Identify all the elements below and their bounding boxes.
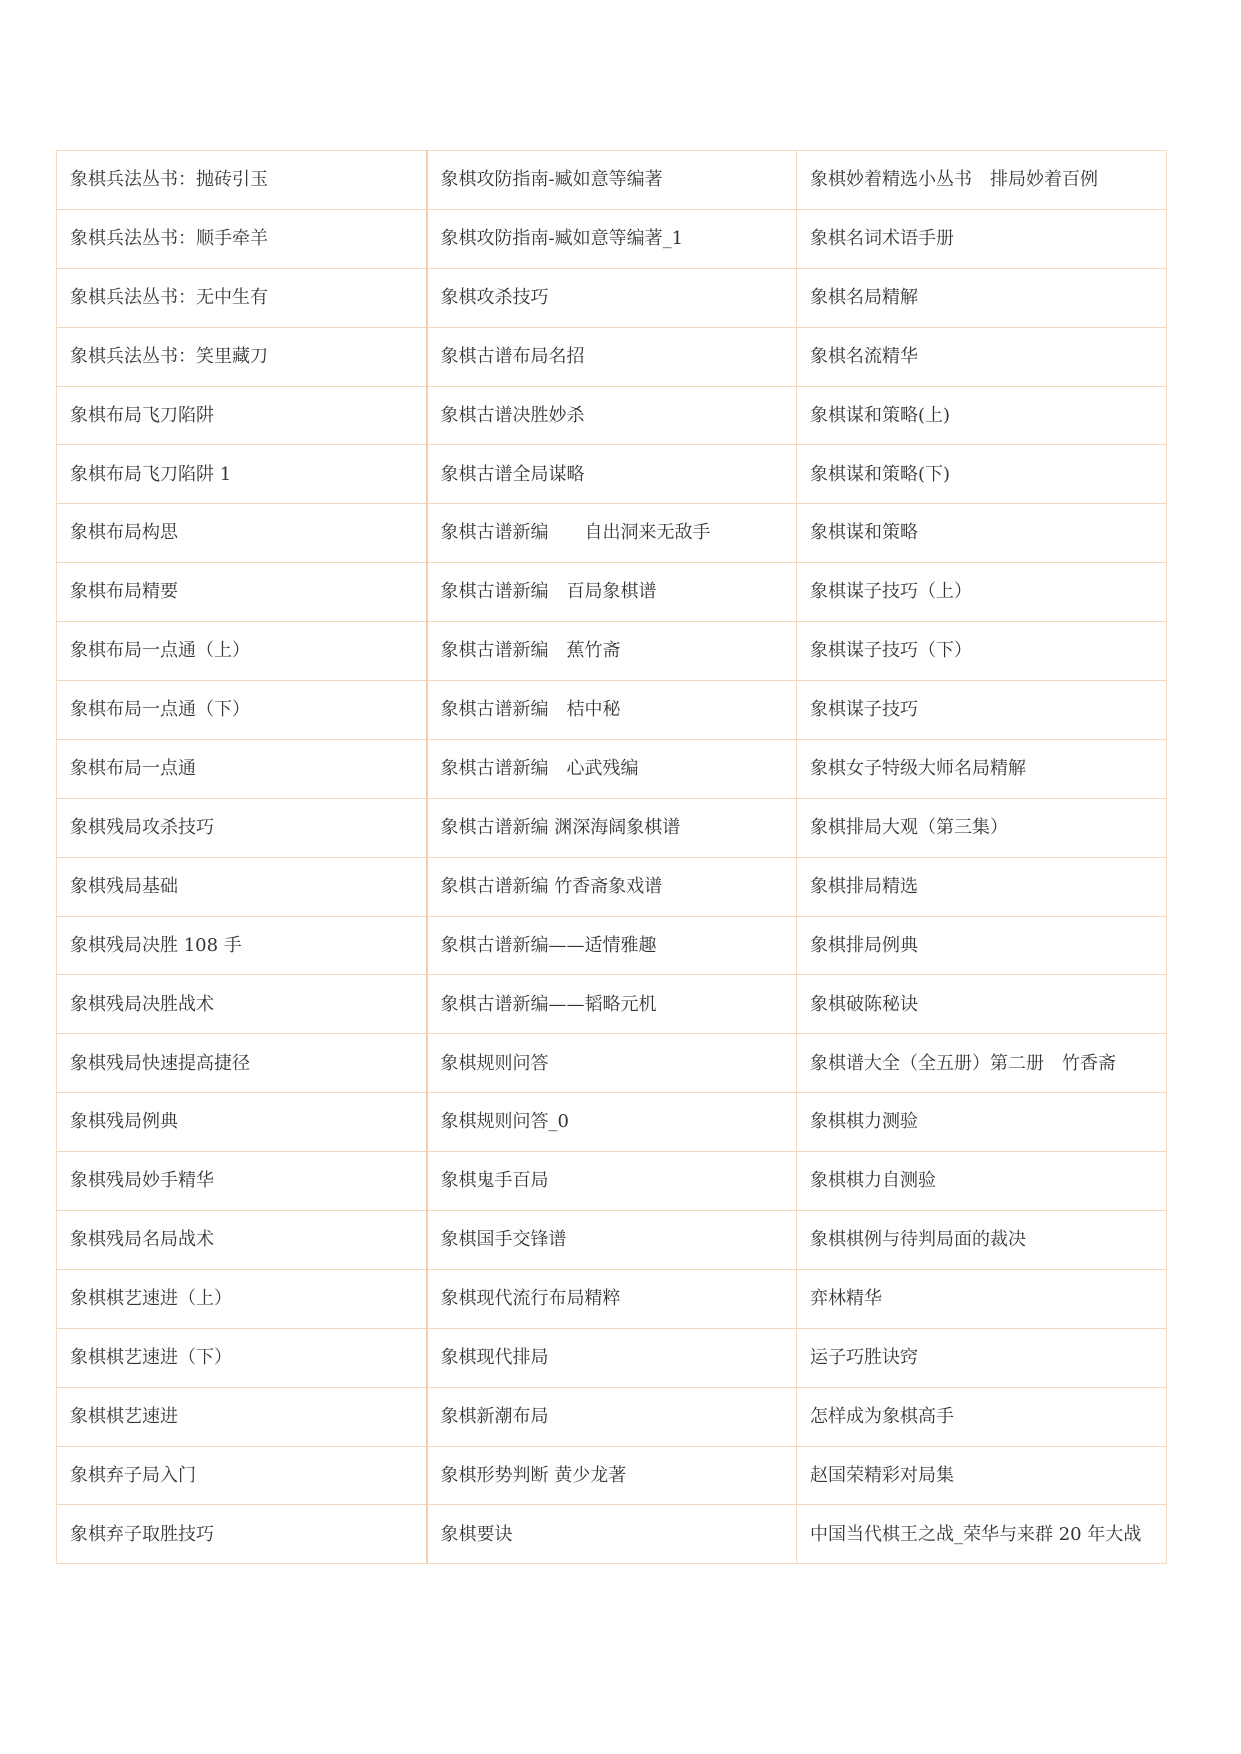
book-title-cell: 象棋谋和策略(下) — [797, 445, 1167, 504]
book-title-cell: 象棋棋艺速进 — [57, 1387, 427, 1446]
book-title-cell: 象棋布局精要 — [57, 563, 427, 622]
book-title-cell: 中国当代棋王之战_荣华与来群 20 年大战 — [797, 1505, 1167, 1564]
book-title-cell: 象棋谋子技巧 — [797, 681, 1167, 740]
book-title-cell: 象棋名词术语手册 — [797, 209, 1167, 268]
table-row — [57, 386, 1167, 445]
table-row — [57, 1093, 1167, 1152]
book-title-cell: 象棋妙着精选小丛书 排局妙着百例 — [797, 151, 1167, 210]
book-title-cell: 象棋排局例典 — [797, 916, 1167, 975]
book-title-cell: 象棋谋子技巧（上） — [797, 563, 1167, 622]
book-title-cell: 象棋残局基础 — [57, 857, 427, 916]
book-title-cell: 象棋形势判断 黄少龙著 — [427, 1446, 797, 1505]
book-title-cell: 象棋现代流行布局精粹 — [427, 1269, 797, 1328]
book-title-cell: 象棋攻防指南-臧如意等编著 — [427, 151, 797, 210]
book-title-cell: 象棋棋力自测验 — [797, 1152, 1167, 1211]
book-title-cell: 象棋排局大观（第三集） — [797, 798, 1167, 857]
book-title-cell: 象棋古谱新编——适情雅趣 — [427, 916, 797, 975]
book-title-cell: 象棋破陈秘诀 — [797, 975, 1167, 1034]
table-row — [57, 563, 1167, 622]
table-row — [57, 327, 1167, 386]
book-title-cell: 弈林精华 — [797, 1269, 1167, 1328]
table-row — [57, 151, 1167, 210]
table-row — [57, 975, 1167, 1034]
book-title-cell: 象棋古谱布局名招 — [427, 327, 797, 386]
book-title-cell: 象棋布局飞刀陷阱 1 — [57, 445, 427, 504]
book-title-cell: 运子巧胜诀窍 — [797, 1328, 1167, 1387]
book-title-cell: 象棋弃子局入门 — [57, 1446, 427, 1505]
book-title-cell: 象棋棋力测验 — [797, 1093, 1167, 1152]
book-title-cell: 象棋古谱新编 百局象棋谱 — [427, 563, 797, 622]
book-title-cell: 象棋残局攻杀技巧 — [57, 798, 427, 857]
book-list-table — [56, 150, 1167, 1564]
book-title-cell: 赵国荣精彩对局集 — [797, 1446, 1167, 1505]
table-row — [57, 268, 1167, 327]
book-title-cell: 象棋古谱全局谋略 — [427, 445, 797, 504]
book-title-cell: 象棋新潮布局 — [427, 1387, 797, 1446]
table-row — [57, 1269, 1167, 1328]
book-title-cell: 象棋布局构思 — [57, 504, 427, 563]
book-title-cell: 象棋名流精华 — [797, 327, 1167, 386]
book-title-cell: 象棋古谱新编——韬略元机 — [427, 975, 797, 1034]
book-title-cell: 象棋谱大全（全五册）第二册 竹香斋 — [797, 1034, 1167, 1093]
book-title-cell: 象棋兵法丛书：笑里藏刀 — [57, 327, 427, 386]
table-row — [57, 916, 1167, 975]
table-row — [57, 622, 1167, 681]
book-title-cell: 象棋残局妙手精华 — [57, 1152, 427, 1211]
table-row — [57, 1034, 1167, 1093]
book-title-cell: 象棋要诀 — [427, 1505, 797, 1564]
table-row — [57, 1505, 1167, 1564]
book-title-cell: 象棋排局精选 — [797, 857, 1167, 916]
book-title-cell: 象棋古谱新编 心武残编 — [427, 739, 797, 798]
book-title-cell: 象棋弃子取胜技巧 — [57, 1505, 427, 1564]
book-title-cell: 象棋古谱新编 蕉竹斋 — [427, 622, 797, 681]
book-title-cell: 象棋残局快速提高捷径 — [57, 1034, 427, 1093]
book-title-cell: 象棋谋和策略 — [797, 504, 1167, 563]
book-title-cell: 象棋古谱新编 桔中秘 — [427, 681, 797, 740]
table-row — [57, 1211, 1167, 1270]
book-title-cell: 象棋残局名局战术 — [57, 1211, 427, 1270]
book-title-cell: 象棋谋和策略(上) — [797, 386, 1167, 445]
table-row — [57, 857, 1167, 916]
book-title-cell: 象棋残局例典 — [57, 1093, 427, 1152]
book-title-cell: 象棋规则问答_0 — [427, 1093, 797, 1152]
book-title-cell: 象棋古谱新编 渊深海阔象棋谱 — [427, 798, 797, 857]
book-title-cell: 象棋布局一点通（上） — [57, 622, 427, 681]
table-row — [57, 1328, 1167, 1387]
book-title-cell: 怎样成为象棋高手 — [797, 1387, 1167, 1446]
book-title-cell: 象棋布局一点通 — [57, 739, 427, 798]
book-title-cell: 象棋残局决胜 108 手 — [57, 916, 427, 975]
book-title-cell: 象棋攻防指南-臧如意等编著_1 — [427, 209, 797, 268]
book-title-cell: 象棋谋子技巧（下） — [797, 622, 1167, 681]
table-row — [57, 739, 1167, 798]
table-row — [57, 681, 1167, 740]
table-row — [57, 798, 1167, 857]
book-title-cell: 象棋鬼手百局 — [427, 1152, 797, 1211]
book-title-cell: 象棋兵法丛书：抛砖引玉 — [57, 151, 427, 210]
book-title-cell: 象棋规则问答 — [427, 1034, 797, 1093]
book-list-body — [57, 151, 1167, 1564]
book-title-cell: 象棋布局飞刀陷阱 — [57, 386, 427, 445]
book-title-cell: 象棋棋例与待判局面的裁决 — [797, 1211, 1167, 1270]
book-title-cell: 象棋棋艺速进（上） — [57, 1269, 427, 1328]
table-row — [57, 445, 1167, 504]
table-row — [57, 1446, 1167, 1505]
book-title-cell: 象棋残局决胜战术 — [57, 975, 427, 1034]
table-row — [57, 1152, 1167, 1211]
book-title-cell: 象棋古谱决胜妙杀 — [427, 386, 797, 445]
book-title-cell: 象棋兵法丛书：顺手牵羊 — [57, 209, 427, 268]
table-row — [57, 504, 1167, 563]
table-row — [57, 1387, 1167, 1446]
book-title-cell: 象棋国手交锋谱 — [427, 1211, 797, 1270]
book-title-cell: 象棋古谱新编 竹香斋象戏谱 — [427, 857, 797, 916]
book-title-cell: 象棋女子特级大师名局精解 — [797, 739, 1167, 798]
book-title-cell: 象棋兵法丛书：无中生有 — [57, 268, 427, 327]
book-title-cell: 象棋攻杀技巧 — [427, 268, 797, 327]
book-title-cell: 象棋古谱新编 自出洞来无敌手 — [427, 504, 797, 563]
book-title-cell: 象棋布局一点通（下） — [57, 681, 427, 740]
table-row — [57, 209, 1167, 268]
book-title-cell: 象棋棋艺速进（下） — [57, 1328, 427, 1387]
book-title-cell: 象棋现代排局 — [427, 1328, 797, 1387]
book-title-cell: 象棋名局精解 — [797, 268, 1167, 327]
